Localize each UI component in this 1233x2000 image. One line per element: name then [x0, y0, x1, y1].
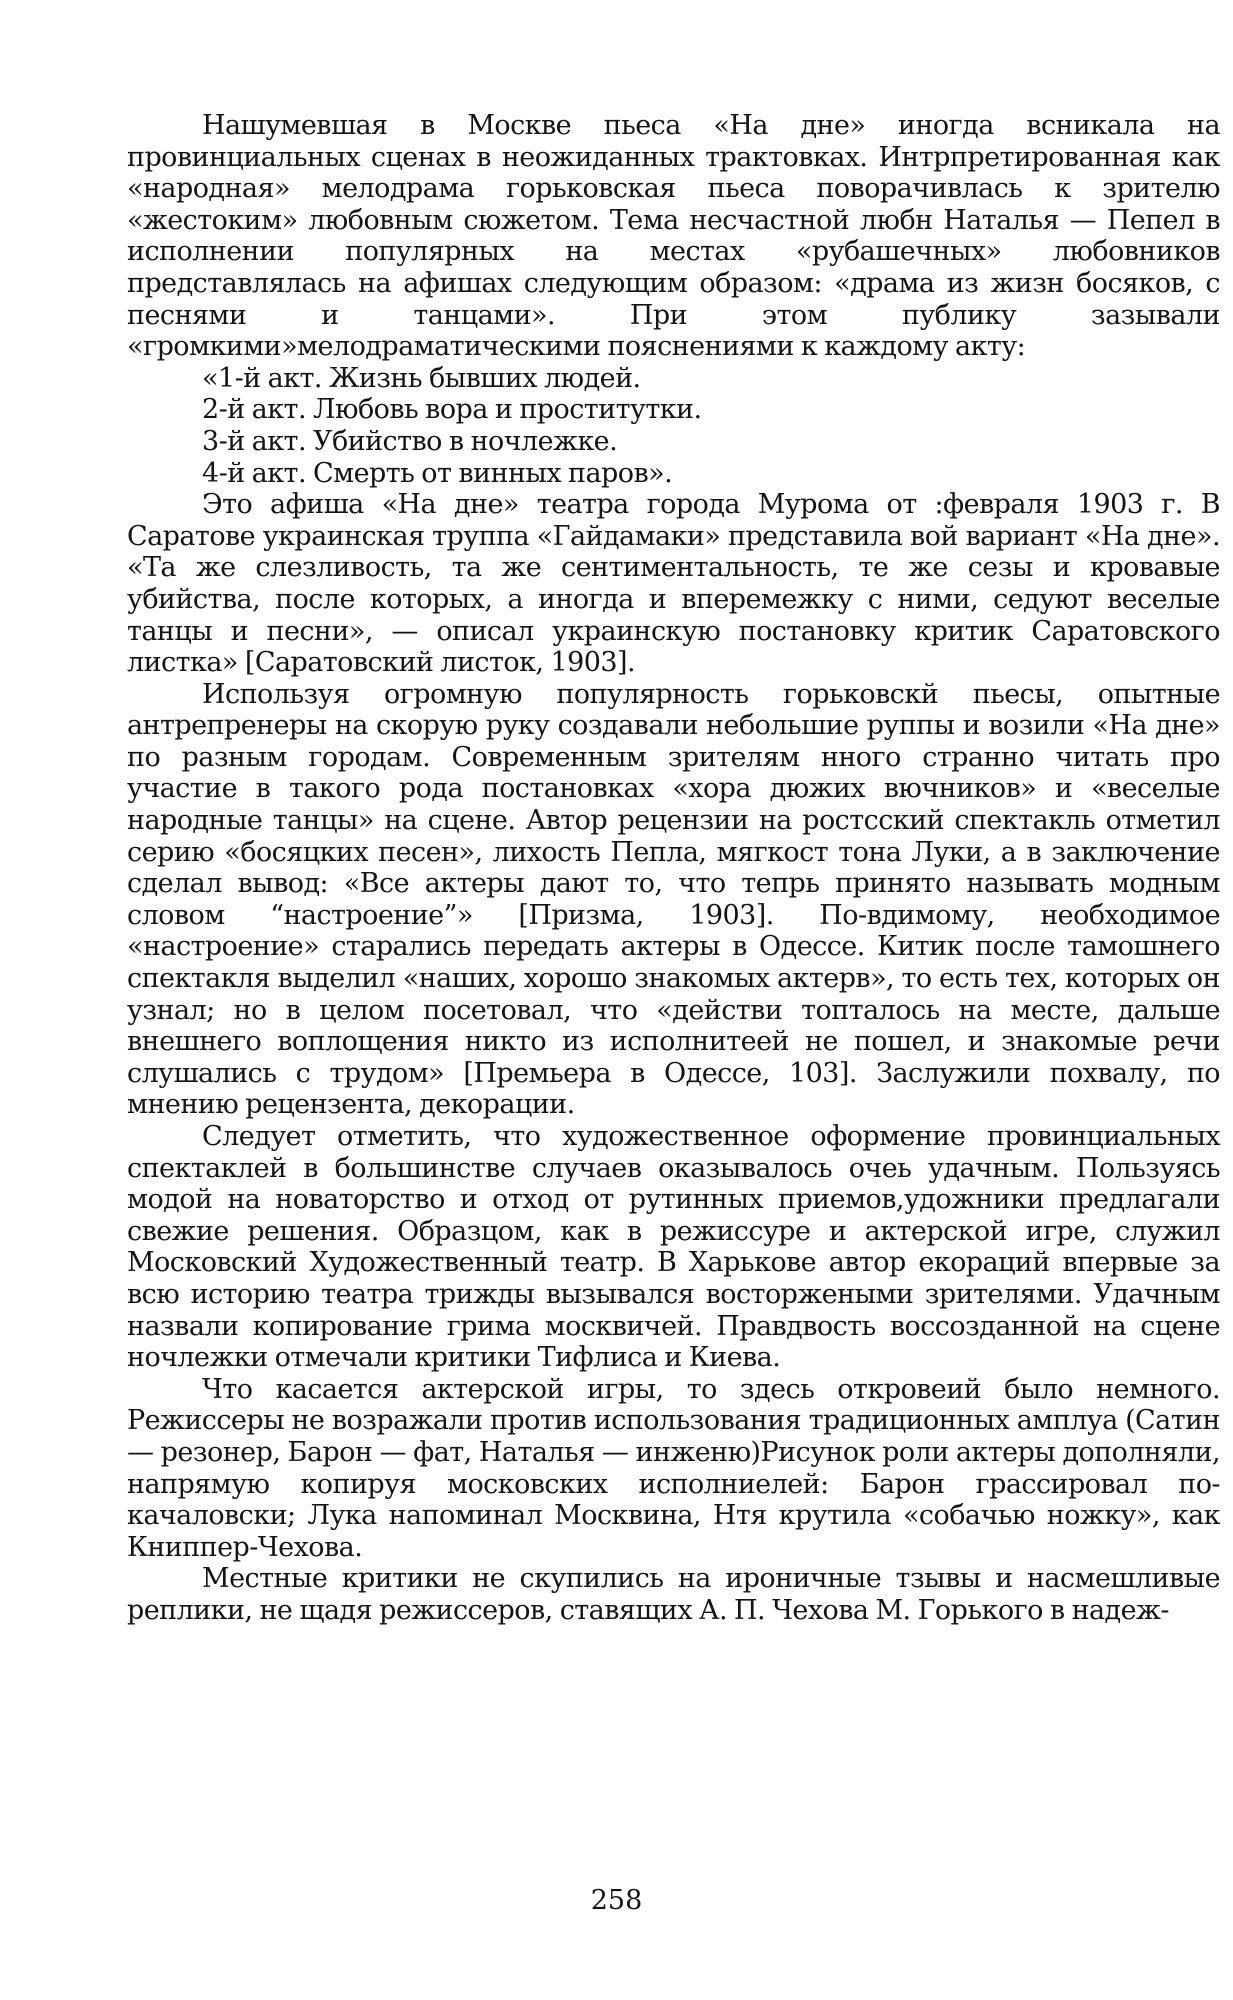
paragraph: Используя огромную популярность горьковскй пьесы, опытные антрепренеры на скорую руку создавали небольшие руппы и возили «На дне» по разным городам. Современным зрителям нного странно читать про участие в такого рода постановках «хора дюжих вючников» и «веселые народные танцы» на сцене. Автор рецензии на ростсский спектакль отметил серию «босяцких песен», лихость Пепла, мягкост тона Луки, а в заключение сделал вывод: «Все актеры дают то, что тепрь принято называть модным словом “настроение”» [Призма, 1903]. По-вдимому, необходимое «настроение» старались передать актеры в Одессе. Китик после тамошнего спектакля выделил «наших, хорошо знакомых актерв», то есть тех, которых он узнал; но в целом посетовал, что «действи топталось на месте, дальше внешнего воплощения никто из исполнитеей не пошел, и знакомые речи слушались с трудом» [Премьера в Одессе, 103]. Заслужили похвалу, по мнению рецензента, декорации.: [127, 678, 1220, 1121]
paragraph: Что касается актерской игры, то здесь откровеий было немного. Режиссеры не возражали против использования традиционных амплуа (Сатин — резонер, Барон — фат, Наталья — инженю)Рисунок роли актеры дополняли, напрямую копируя московских исполниелей: Барон грассировал по-качаловски; Лука напоминал Москвина, Нтя крутила «собачью ножку», как Книппер-Чехова.: [127, 1373, 1220, 1563]
page-number: 258: [590, 1885, 643, 1916]
act-line: 2-й акт. Любовь вора и проститутки.: [202, 394, 702, 426]
act-line: 4-й акт. Смерть от винных паров».: [202, 457, 673, 489]
paragraph: Это афиша «На дне» театра города Мурома от :февраля 1903 г. В Саратове украинская труппа «Гайдамаки» представила вой вариант «На дне». «Та же слезливость, та же сентиментальность, те же сезы и кровавые убийства, после которых, а иногда и вперемежку с ними, седуют веселые танцы и песни», — описал украинскую постановку критик Саратовского листка» [Саратовский листок, 1903].: [127, 489, 1220, 679]
paragraph: Следует отметить, что художественное оформение провинциальных спектаклей в большинстве случаев оказывалось очеь удачным. Пользуясь модой на новаторство и отход от рутинных приемов,удожники предлагали свежие решения. Образцом, как в режиссуре и актерской игре, служил Московский Художественный театр. В Харькове автор екораций впервые за всю историю театра трижды вызывался восторжеными зрителями. Удачным назвали копирование грима москвичей. Правдвость воссозданной на сцене ночлежки отмечали критики Тифлиса и Киева.: [127, 1121, 1220, 1374]
paragraph: Местные критики не скупились на ироничные тзывы и насмешливые реплики, не щадя режиссеров, ставящих А. П. Чехова М. Горького в надеж-: [127, 1563, 1220, 1626]
act-line: 3-й акт. Убийство в ночлежке.: [202, 425, 618, 457]
body-text: [127, 110, 1220, 1627]
act-line: «1-й акт. Жизнь бывших людей.: [202, 362, 641, 394]
paragraph: Нашумевшая в Москве пьеса «На дне» иногда вcникала на провинциальных сценах в неожиданных трактовках. Интрпретированная как «народная» мелодрама горьковская пьеса поворачивлась к зрителю «жестоким» любовным сюжетом. Тема несчастной любн Наталья — Пепел в исполнении популярных на местах «рубашечных» любовников представлялась на афишах следующим образом: «драма из жизн босяков, с песнями и танцами». При этом публику зазывали «громкими»мелодраматическими пояснениями к каждому акту:: [127, 110, 1220, 363]
